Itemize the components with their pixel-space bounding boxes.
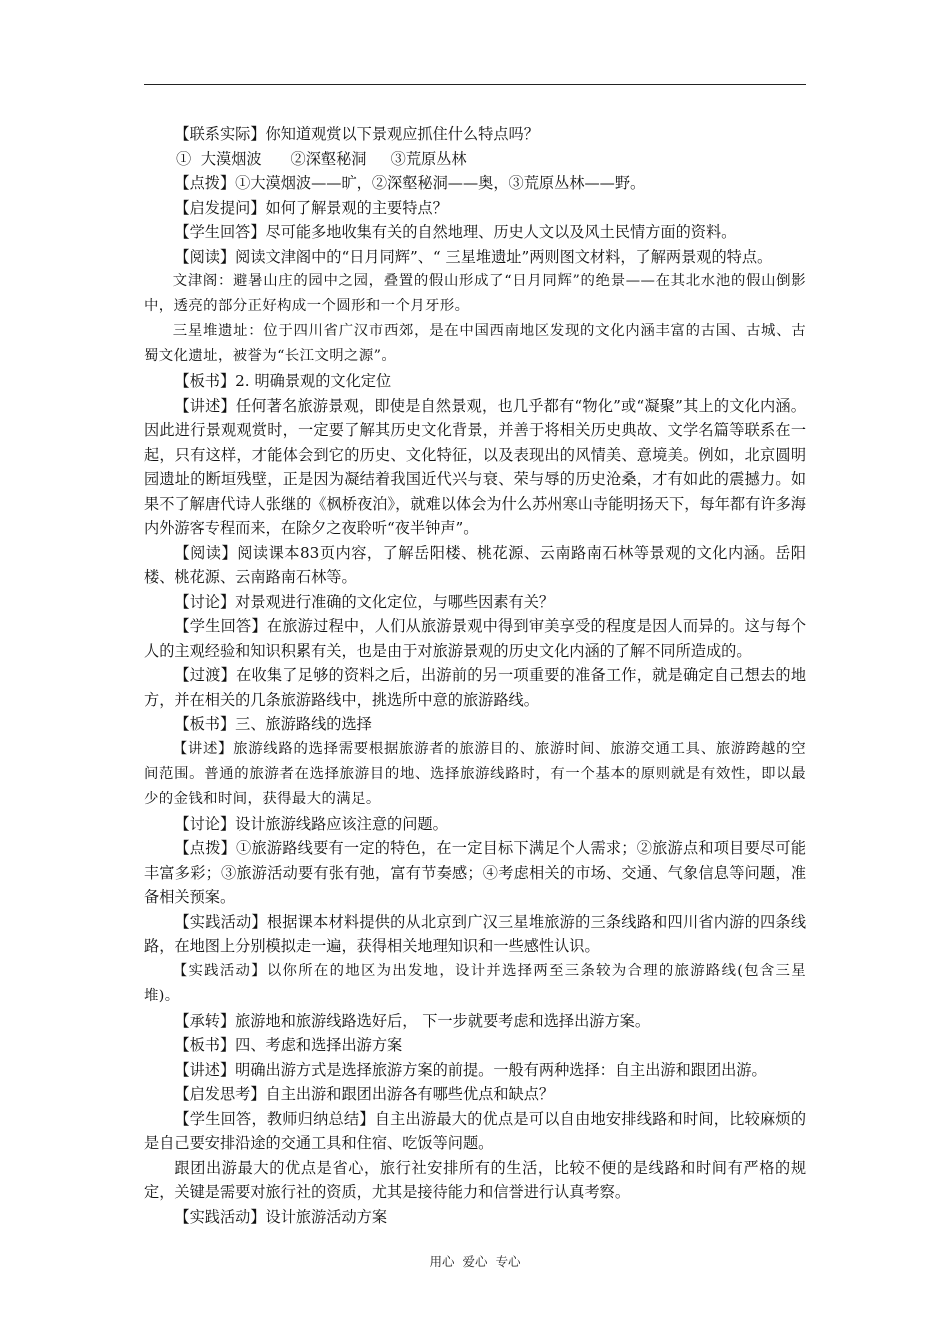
paragraph-board-cultural: 【板书】2. 明确景观的文化定位 (174, 372, 392, 390)
paragraph-reading-textbook: 【阅读】阅读课本83页内容，了解岳阳楼、桃花源、云南路南石林等景观的文化内涵。岳阳楼、桃花源、云南路南石林等。 (144, 543, 806, 586)
paragraph-student-answer: 【学生回答】尽可能多地收集有关的自然地理、历史人文以及风土民情方面的资料。 (174, 223, 737, 241)
paragraph-turn: 【承转】旅游地和旅游线路选好后， 下一步就要考虑和选择出游方案。 (174, 1011, 651, 1030)
paragraph-reading: 【阅读】阅读文津阁中的“日月同辉”、“ 三星堆遗址”两则图文材料，了解两景观的特点。 (174, 247, 773, 266)
paragraph-transition: 【过渡】在收集了足够的资料之后，出游前的另一项重要的准备工作，就是确定自己想去的地方，并在相关的几条旅游路线中，挑选所中意的旅游路线。 (144, 666, 806, 709)
header-rule (144, 84, 806, 85)
paragraph-student-answer-2: 【学生回答】在旅游过程中，人们从旅游景观中得到审美享受的程度是因人而异的。这与每个人的主观经验和知识积累有关，也是由于对旅游景观的历史文化内涵的了解不同所造成的。 (144, 617, 806, 660)
paragraph-practice-3: 【实践活动】设计旅游活动方案 (174, 1207, 388, 1226)
paragraph-practice-1: 【实践活动】根据课本材料提供的从北京到广汉三星堆旅游的三条线路和四川省内游的四条线路，在地图上分别模拟走一遍，获得相关地理知识和一些感性认识。 (144, 912, 806, 955)
paragraph-connect-reality: 【联系实际】你知道观赏以下景观应抓住什么特点吗？ (174, 125, 539, 143)
paragraph-discussion-route: 【讨论】设计旅游线路应该注意的问题。 (174, 814, 448, 833)
paragraph-landscape-list: ① 大漠烟波 ②深壑秘洞 ③荒原丛林 (176, 149, 467, 168)
paragraph-lecture-plan: 【讲述】明确出游方式是选择旅游方案的前提。一般有两种选择：自主出游和跟团出游。 (174, 1060, 767, 1079)
paragraph-board-plan: 【板书】四、考虑和选择出游方案 (174, 1036, 403, 1054)
paragraph-question: 【启发提问】如何了解景观的主要特点？ (174, 198, 448, 217)
paragraph-think: 【启发思考】自主出游和跟团出游各有哪些优点和缺点？ (174, 1085, 555, 1103)
page-footer: 用心 爱心 专心 (429, 1254, 521, 1269)
paragraph-discussion-culture: 【讨论】对景观进行准确的文化定位，与哪些因素有关？ (174, 592, 555, 611)
paragraph-practice-2: 【实践活动】以你所在的地区为出发地，设计并选择两至三条较为合理的旅游路线(包含三星堆)。 (144, 962, 806, 1004)
document-body (144, 122, 806, 1229)
paragraph-sanxingdui: 三星堆遗址：位于四川省广汉市西郊，是在中国西南地区发现的文化内涵丰富的古国、古城、古蜀文化遗址，被誉为“长江文明之源”。 (144, 323, 806, 364)
paragraph-board-route: 【板书】三、旅游路线的选择 (174, 715, 372, 733)
paragraph-hint-features: 【点拨】①大漠烟波——旷，②深壑秘洞——奥，③荒原丛林——野。 (174, 174, 646, 192)
paragraph-hint-route: 【点拨】①旅游路线要有一定的特色，在一定目标下满足个人需求；②旅游点和项目要尽可能丰富多彩；③旅游活动要有张有弛，富有节奏感；④考虑相关的市场、交通、气象信息等问题，准备相关预案。 (144, 839, 806, 906)
paragraph-lecture-route: 【讲述】旅游线路的选择需要根据旅游者的旅游目的、旅游时间、旅游交通工具、旅游跨越的空间范围。普通的旅游者在选择旅游目的地、选择旅游线路时，有一个基本的原则就是有效性，即以最少的金钱和时间，获得最大的满足。 (144, 740, 806, 807)
paragraph-lecture-culture: 【讲述】任何著名旅游景观，即使是自然景观，也几乎都有“物化”或“凝聚”其上的文化内涵。因此进行景观观赏时，一定要了解其历史文化背景，并善于将相关历史典故、文学名篇等联系在一起，只有这样，才能体会到它的历史、文化特征，以及表现出的风情美、意境美。例如，北京圆明园遗址的断垣残壁，正是因为凝结着我国近代兴与衰、荣与辱的历史沧桑，才有如此的震撼力。如果不了解唐代诗人张继的《枫桥夜泊》，就难以体会为什么苏州寒山寺能明扬天下，每年都有许多海内外游客专程而来，在除夕之夜聆听“夜半钟声”。 (144, 396, 806, 537)
paragraph-wenjin-pavilion: 文津阁：避暑山庄的园中之园，叠置的假山形成了“日月同辉”的绝景——在其北水池的假山倒影中，透亮的部分正好构成一个圆形和一个月牙形。 (144, 273, 806, 314)
paragraph-group-tour: 跟团出游最大的优点是省心，旅行社安排所有的生活，比较不便的是线路和时间有严格的规定，关键是需要对旅行社的资质，尤其是接待能力和信誉进行认真考察。 (144, 1158, 806, 1201)
paragraph-summary: 【学生回答，教师归纳总结】自主出游最大的优点是可以自由地安排线路和时间，比较麻烦的是自己要安排沿途的交通工具和住宿、吃饭等问题。 (144, 1109, 806, 1152)
